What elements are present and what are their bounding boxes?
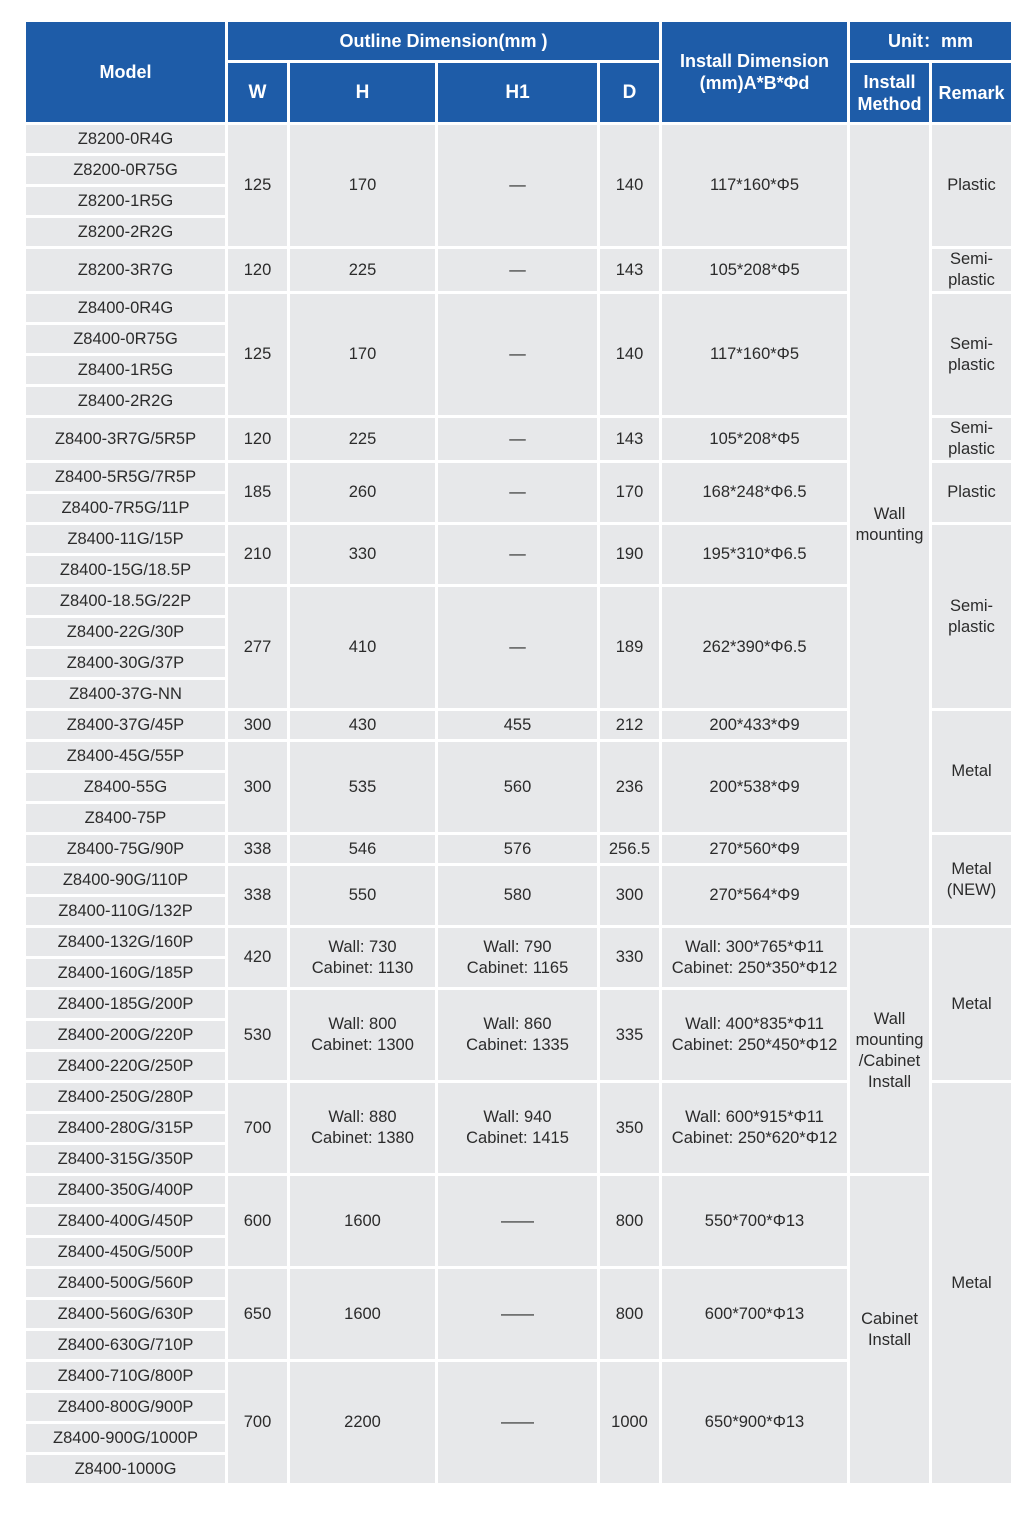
h1-cell [438,866,597,925]
model-cell-text: Z8400-45G/55P [66,746,185,765]
install-dimension-cell-text: 270*564*Φ9 [709,886,800,904]
model-cell [26,959,225,987]
install-dimension-cell-text: 200*538*Φ9 [709,777,800,796]
d-cell [600,711,659,739]
model-cell-text: Z8400-315G/350P [57,1149,194,1168]
h-cell-text: 535 [348,777,377,796]
h-cell-text: Wall: 730 Cabinet: 1130 [311,937,414,977]
h-cell-text: 2200 [344,1413,381,1431]
model-cell [26,1393,225,1421]
header-model: Model [26,22,225,122]
install-dimension-cell [662,249,847,291]
w-cell [228,1362,287,1483]
d-cell-text: 143 [615,260,644,279]
h1-cell [438,990,597,1080]
h1-cell-text: — [509,260,526,279]
install-dimension-cell-text: Wall: 300*765*Φ11 Cabinet: 250*350*Φ12 [671,937,838,977]
d-cell [600,587,659,708]
remark-cell-text: Metal (NEW) [946,860,997,899]
model-cell [26,1238,225,1266]
model-cell-text: Z8400-75G/90P [66,839,185,858]
w-cell-text: 120 [243,260,272,279]
model-cell [26,156,225,184]
h-cell [290,742,435,832]
h1-cell [438,463,597,522]
header-install-dimension-text: Install Dimension (mm)A*B*Φd [680,51,830,93]
d-cell [600,125,659,246]
model-cell [26,1424,225,1452]
h1-cell-text: — [509,638,526,656]
model-cell [26,1362,225,1390]
d-cell [600,990,659,1080]
model-cell [26,463,225,491]
w-cell [228,463,287,522]
model-cell-text: Z8400-185G/200P [57,994,194,1013]
w-cell [228,990,287,1080]
h-cell [290,866,435,925]
header-install-method [850,63,929,122]
h1-cell-text: Wall: 940 Cabinet: 1415 [466,1108,569,1147]
w-cell [228,742,287,832]
h1-cell [438,742,597,832]
model-cell [26,294,225,322]
h1-cell-text: —— [501,1413,534,1431]
model-cell [26,1083,225,1111]
remark-cell [932,463,1011,522]
model-cell [26,556,225,584]
w-cell [228,928,287,987]
install-dimension-cell [662,990,847,1080]
model-cell-text: Z8400-350G/400P [57,1180,194,1199]
model-cell [26,773,225,801]
h1-cell-text: — [509,545,526,563]
remark-cell-text: Metal [951,1273,992,1292]
w-cell [228,1083,287,1173]
h-cell [290,990,435,1080]
install-method-cell-text: Cabinet Install [861,1309,918,1349]
model-cell-text: Z8400-0R4G [77,298,174,317]
w-cell [228,1269,287,1359]
remark-cell [932,125,1011,246]
h1-cell-text: 580 [503,886,532,904]
install-method-cell-text: Wall mounting /Cabinet Install [855,1009,924,1091]
h1-cell [438,125,597,246]
model-cell-text: Z8400-22G/30P [66,622,185,641]
model-cell-text: Z8400-400G/450P [57,1211,194,1230]
w-cell-text: 210 [243,545,272,563]
install-dimension-cell [662,1269,847,1359]
d-cell-text: 190 [615,545,644,563]
w-cell [228,835,287,863]
install-dimension-cell [662,928,847,987]
model-cell-text: Z8400-5R5G/7R5P [54,467,197,486]
w-cell-text: 338 [243,886,272,904]
w-cell-text: 120 [243,429,272,448]
model-cell [26,418,225,460]
model-cell-text: Z8400-220G/250P [57,1056,194,1075]
model-cell [26,1052,225,1080]
install-dimension-cell [662,587,847,708]
h1-cell [438,587,597,708]
remark-cell [932,525,1011,708]
model-cell-text: Z8400-18.5G/22P [59,591,192,610]
model-cell [26,494,225,522]
header-install-method-text: Install Method [857,71,922,114]
table-row [26,928,1011,956]
h-cell-text: 550 [348,886,377,904]
model-cell-text: Z8400-37G-NN [69,684,182,703]
model-cell-text: Z8400-2R2G [77,391,174,410]
h-cell [290,587,435,708]
model-cell [26,125,225,153]
install-dimension-cell [662,742,847,832]
d-cell [600,1269,659,1359]
d-cell [600,866,659,925]
remark-cell-text: Plastic [947,483,996,501]
header-h: H [290,63,435,122]
h-cell-text: 410 [348,638,377,656]
remark-cell-text: Plastic [947,176,996,194]
model-cell-text: Z8400-200G/220P [57,1025,194,1044]
h-cell [290,1362,435,1483]
model-cell [26,1269,225,1297]
model-cell-text: Z8400-37G/45P [66,715,185,734]
h1-cell [438,1083,597,1173]
model-cell-text: Z8200-1R5G [77,191,174,210]
h1-cell-text: — [509,483,526,501]
d-cell-text: 800 [615,1211,644,1230]
d-cell-text: 189 [615,638,644,656]
h-cell-text: 1600 [344,1211,381,1230]
model-cell [26,356,225,384]
model-cell-text: Z8400-280G/315P [57,1118,194,1137]
w-cell [228,249,287,291]
install-dimension-cell-text: 168*248*Φ6.5 [702,483,807,501]
remark-cell-text: Metal [951,994,992,1013]
d-cell-text: 236 [615,777,644,796]
remark-cell [932,835,1011,925]
model-cell-text: Z8400-110G/132P [58,901,193,920]
w-cell [228,866,287,925]
h-cell-text: 225 [348,429,377,448]
w-cell-text: 420 [243,948,272,966]
model-cell [26,187,225,215]
install-dimension-cell-text: 200*433*Φ9 [709,715,800,734]
d-cell-text: 170 [615,483,644,501]
model-cell [26,325,225,353]
dimension-table [23,19,1014,1486]
h1-cell-text: — [509,429,526,448]
h-cell-text: 260 [348,483,377,501]
header-w: W [228,63,287,122]
h-cell [290,294,435,415]
d-cell [600,294,659,415]
table-body [26,125,1011,1483]
model-cell-text: Z8400-1000G [74,1459,177,1478]
model-cell-text: Z8400-90G/110P [62,870,189,889]
model-cell [26,1145,225,1173]
model-cell [26,804,225,832]
w-cell [228,711,287,739]
install-dimension-cell [662,125,847,246]
install-dimension-cell [662,418,847,460]
install-dimension-cell-text: Wall: 600*915*Φ11 Cabinet: 250*620*Φ12 [671,1108,838,1147]
w-cell [228,125,287,246]
h1-cell [438,525,597,584]
model-cell [26,587,225,615]
d-cell-text: 140 [615,176,644,194]
model-cell [26,1114,225,1142]
h1-cell-text: Wall: 790 Cabinet: 1165 [466,937,569,977]
model-cell [26,990,225,1018]
model-cell-text: Z8400-450G/500P [57,1242,194,1261]
remark-cell-text: Semi- plastic [948,334,995,374]
model-cell [26,649,225,677]
model-cell [26,835,225,863]
d-cell-text: 256.5 [608,839,651,858]
d-cell [600,463,659,522]
model-cell-text: Z8400-30G/37P [66,653,185,672]
model-cell [26,1207,225,1235]
header-d: D [600,63,659,122]
model-cell-text: Z8400-250G/280P [57,1087,194,1106]
model-cell [26,218,225,246]
install-dimension-cell [662,1083,847,1173]
h1-cell [438,835,597,863]
w-cell-text: 125 [243,176,272,194]
remark-cell-text: Metal [951,762,992,780]
model-cell-text: Z8400-710G/800P [57,1366,194,1385]
model-cell-text: Z8400-500G/560P [57,1273,194,1292]
model-cell [26,618,225,646]
w-cell [228,587,287,708]
w-cell-text: 700 [243,1413,272,1431]
model-cell [26,742,225,770]
h-cell [290,835,435,863]
model-cell [26,866,225,894]
w-cell [228,1176,287,1266]
model-cell-text: Z8400-1R5G [77,360,174,379]
model-cell-text: Z8200-2R2G [77,222,174,241]
install-dimension-cell [662,711,847,739]
model-cell-text: Z8400-7R5G/11P [61,498,190,517]
w-cell-text: 277 [243,638,272,656]
remark-cell [932,928,1011,1080]
model-cell [26,711,225,739]
install-dimension-cell [662,835,847,863]
h1-cell [438,928,597,987]
h1-cell [438,418,597,460]
h1-cell [438,294,597,415]
model-cell-text: Z8400-900G/1000P [53,1428,198,1447]
h-cell-text: 170 [348,345,377,363]
remark-cell [932,249,1011,291]
install-dimension-cell [662,463,847,522]
remark-cell-text: Semi- plastic [948,419,995,458]
model-cell-text: Z8400-75P [84,808,167,827]
model-cell [26,387,225,415]
install-dimension-cell [662,294,847,415]
d-cell [600,835,659,863]
h-cell [290,1176,435,1266]
header-remark: Remark [932,63,1011,122]
model-cell-text: Z8400-132G/160P [57,932,194,951]
model-cell [26,1021,225,1049]
model-cell-text: Z8400-0R75G [73,329,178,348]
h1-cell-text: — [509,176,526,194]
install-method-cell [850,1176,929,1483]
model-cell-text: Z8200-3R7G [77,260,174,279]
header-install-dimension [662,22,847,122]
h-cell [290,1083,435,1173]
model-cell [26,1300,225,1328]
h1-cell-text: 560 [503,777,532,796]
model-cell [26,897,225,925]
w-cell-text: 125 [243,345,272,363]
install-dimension-cell-text: 105*208*Φ5 [709,429,800,448]
model-cell [26,249,225,291]
model-cell-text: Z8400-800G/900P [57,1397,194,1416]
h1-cell-text: —— [501,1211,534,1230]
model-cell-text: Z8400-560G/630P [57,1304,194,1323]
install-dimension-cell-text: 270*560*Φ9 [709,839,800,858]
install-dimension-cell-text: 195*310*Φ6.5 [702,545,807,563]
h1-cell-text: 576 [503,839,532,858]
h1-cell [438,1362,597,1483]
d-cell-text: 300 [615,886,644,904]
install-method-cell [850,928,929,1173]
install-dimension-cell-text: 550*700*Φ13 [704,1211,805,1230]
remark-cell [932,711,1011,832]
model-cell [26,1331,225,1359]
d-cell [600,1176,659,1266]
model-cell-text: Z8400-630G/710P [57,1335,194,1354]
model-cell-text: Z8200-0R4G [77,129,174,148]
install-dimension-cell-text: 117*160*Φ5 [710,176,800,194]
h-cell-text: 170 [348,176,377,194]
h-cell [290,249,435,291]
w-cell-text: 600 [243,1211,272,1230]
d-cell [600,1362,659,1483]
h-cell-text: Wall: 880 Cabinet: 1380 [311,1108,414,1147]
header-outline-dimension: Outline Dimension(mm ) [228,22,659,60]
model-cell-text: Z8400-160G/185P [57,963,194,982]
h-cell-text: 1600 [344,1304,381,1323]
install-dimension-cell-text: Wall: 400*835*Φ11 Cabinet: 250*450*Φ12 [671,1015,838,1054]
d-cell-text: 335 [615,1025,644,1044]
h-cell-text: 330 [348,545,377,563]
d-cell [600,418,659,460]
install-dimension-cell-text: 117*160*Φ5 [710,345,800,363]
h-cell [290,711,435,739]
model-cell-text: Z8400-15G/18.5P [59,560,192,579]
d-cell-text: 330 [615,948,644,966]
install-dimension-cell [662,525,847,584]
w-cell [228,294,287,415]
install-dimension-cell-text: 650*900*Φ13 [704,1413,805,1431]
w-cell-text: 530 [243,1025,272,1044]
remark-cell-text: Semi- plastic [948,596,995,636]
d-cell [600,928,659,987]
w-cell-text: 185 [243,483,272,501]
install-method-cell [850,125,929,925]
w-cell-text: 338 [243,839,272,858]
h-cell [290,525,435,584]
h1-cell [438,711,597,739]
d-cell-text: 143 [615,429,644,448]
h-cell-text: 430 [348,715,377,734]
w-cell-text: 650 [243,1304,272,1323]
h1-cell-text: — [509,345,526,363]
table-row [26,125,1011,153]
remark-cell [932,418,1011,460]
h1-cell [438,249,597,291]
h-cell [290,463,435,522]
remark-cell [932,294,1011,415]
install-method-cell-text: Wall mounting [855,505,924,544]
install-dimension-cell [662,1176,847,1266]
remark-cell-text: Semi- plastic [948,250,995,289]
model-cell-text: Z8200-0R75G [73,160,178,179]
d-cell-text: 212 [615,715,644,734]
h1-cell-text: 455 [503,715,532,734]
model-cell [26,1455,225,1483]
d-cell-text: 140 [615,345,644,363]
w-cell-text: 700 [243,1118,272,1137]
install-dimension-cell-text: 262*390*Φ6.5 [702,638,807,656]
model-cell-text: Z8400-3R7G/5R5P [54,429,197,448]
h1-cell-text: Wall: 860 Cabinet: 1335 [466,1015,569,1054]
d-cell-text: 1000 [611,1413,648,1431]
w-cell-text: 300 [243,777,272,796]
install-dimension-cell [662,1362,847,1483]
h1-cell [438,1176,597,1266]
w-cell [228,418,287,460]
h-cell [290,418,435,460]
d-cell-text: 350 [615,1118,644,1137]
header-unit: Unit：mm [850,22,1011,60]
w-cell-text: 300 [243,715,272,734]
h-cell [290,928,435,987]
d-cell [600,525,659,584]
model-cell [26,1176,225,1204]
h-cell-text: 225 [348,260,377,279]
remark-cell [932,1083,1011,1483]
header-h1: H1 [438,63,597,122]
h-cell [290,1269,435,1359]
model-cell [26,928,225,956]
install-dimension-cell-text: 105*208*Φ5 [709,260,800,279]
d-cell [600,1083,659,1173]
install-dimension-cell-text: 600*700*Φ13 [704,1304,805,1323]
model-cell [26,680,225,708]
h1-cell [438,1269,597,1359]
install-dimension-cell [662,866,847,925]
h-cell-text: 546 [348,839,377,858]
model-cell-text: Z8400-55G [83,777,168,796]
model-cell [26,525,225,553]
w-cell [228,525,287,584]
d-cell-text: 800 [615,1304,644,1323]
model-cell-text: Z8400-11G/15P [67,529,184,548]
d-cell [600,742,659,832]
d-cell [600,249,659,291]
h-cell [290,125,435,246]
table-row [26,1176,1011,1204]
h1-cell-text: —— [501,1304,534,1323]
h-cell-text: Wall: 800 Cabinet: 1300 [311,1015,414,1054]
